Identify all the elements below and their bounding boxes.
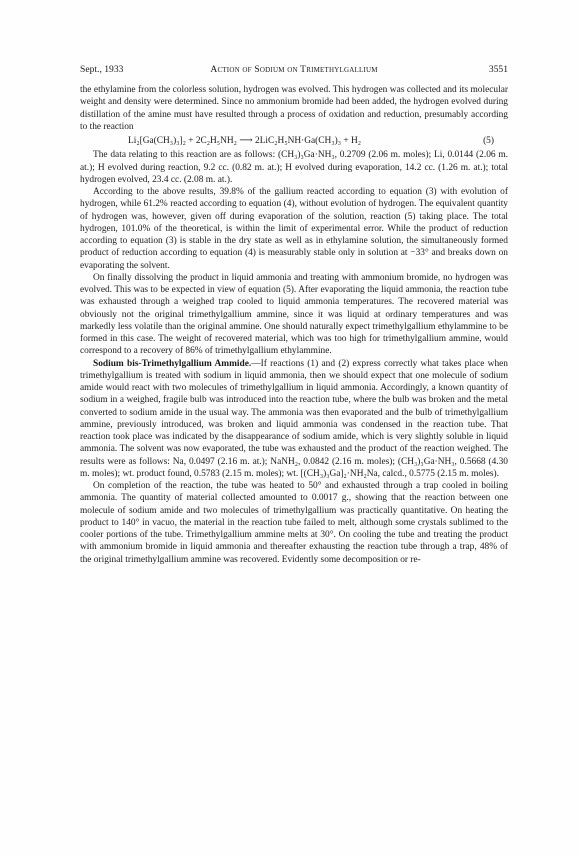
paragraph-5-text: —If reactions (1) and (2) express correctly what takes place when trimethylgallium is treated with sodium in liquid ammonia, then we should expect that one molecule of sodium amide would react with two molecules of trimethylgallium in liquid ammonia. Accordingly, a known quantity of sodium in a weighed, fragile bulb was introduced into the reaction tube, where the bulb was broken and the metal converted to sodium amide in the usual way. The ammonia was then evaporated and the bulb of trimethylgallium ammine, previously introduced, was broken and liquid ammonia was condensed in the reaction tube. That reaction took place was indicated by the disappearance of sodium amide, which is very slightly soluble in liquid ammonia. The solvent was now evaporated, the tube was exhausted and the product of the reaction weighed. The results were as follows: Na, 0.0497 (2.16 m. at.); NaNH₂, 0.0842 (2.16 m. moles); (CH₃)₃Ga·NH₃, 0.5668 (4.30 m. moles); wt. product found, 0.5783 (2.15 m. moles); wt. [(CH₃)₃Ga]₂·NH₂Na, calcd., 0.5775 (2.15 m. moles). [80, 358, 508, 479]
header-title: Action of Sodium on Trimethylgallium [210, 64, 378, 75]
section-heading: Sodium bis-Trimethylgallium Ammide. [93, 358, 252, 369]
paragraph-3: According to the above results, 39.8% of the gallium reacted according to equation (3) with evolution of hydrogen, while 61.2% reacted according to equation (4), without evolution of hydrogen. The equivalent quantity of hydrogen was, however, given off during evaporation of the solution, reaction (5) taking place. The total hydrogen, 101.0% of the theoretical, is within the limit of experimental error. While the product of reduction according to equation (3) is stable in the dry state as well as in ethylamine solution, the simultaneously formed product of reduction according to equation (4) is measurably stable only in solution at −33° and breaks down on evaporating the solvent. [80, 187, 508, 271]
paragraph-5 [80, 358, 508, 481]
running-header [80, 64, 508, 78]
equation-number: (5) [483, 136, 494, 146]
equation-text: Li₂[Ga(CH₃)₃]₂ + 2C₂H₅NH₂ ⟶ 2LiC₂H₅NH·Ga(CH₃)₃ + H₂ [128, 136, 361, 146]
header-date: Sept., 1933 [80, 64, 124, 75]
equation-5 [80, 135, 508, 147]
article-body [80, 84, 508, 566]
paragraph-4: On finally dissolving the product in liquid ammonia and treating with ammonium bromide, no hydrogen was evolved. This was to be expected in view of equation (5). After evaporating the liquid ammonia, the reaction tube was exhausted through a weighed trap cooled to liquid ammonia temperatures. The recovered material was obviously not the original trimethylgallium ammine, since it was liquid at ordinary temperatures and was markedly less volatile than the original ammine. One should naturally expect trimethylgallium ethylammine to be formed in this case. The weight of recovered material, which was too high for trimethylgallium ammine, would correspond to a recovery of 86% of trimethylgallium ethylammine. [80, 272, 508, 357]
paragraph-2: The data relating to this reaction are as follows: (CH₃)₃Ga·NH₃, 0.2709 (2.06 m. moles); Li, 0.0144 (2.06 m. at.); H evolved during reaction, 9.2 cc. (0.82 m. at.); H evolved during evaporation, 14.2 cc. (1.26 m. at.); total hydrogen evolved, 23.4 cc. (2.08 m. at.). [80, 150, 508, 185]
page-number: 3551 [488, 64, 508, 75]
paragraph-1: the ethylamine from the colorless solution, hydrogen was evolved. This hydrogen was collected and its molecular weight and density were determined. Since no ammonium bromide had been added, the hydrogen evolved during distillation of the amine must have resulted through a process of oxidation and reduction, presumably according to the reaction [80, 85, 508, 132]
paragraph-6: On completion of the reaction, the tube was heated to 50° and exhausted through a trap cooled in boiling ammonia. The quantity of material collected amounted to 0.0017 g., showing that the reaction between one molecule of sodium amide and two molecules of trimethylgallium was practically quantitative. On heating the product to 140° in vacuo, the material in the reaction tube failed to melt, although some crystals sublimed to the cooler portions of the tube. Trimethylgallium ammine melts at 30°. On cooling the tube and treating the product with ammonium bromide in liquid ammonia and thereafter exhausting the reaction tube through a trap, 48% of the original trimethylgallium ammine was recovered. Evidently some decomposition or re- [80, 481, 508, 565]
